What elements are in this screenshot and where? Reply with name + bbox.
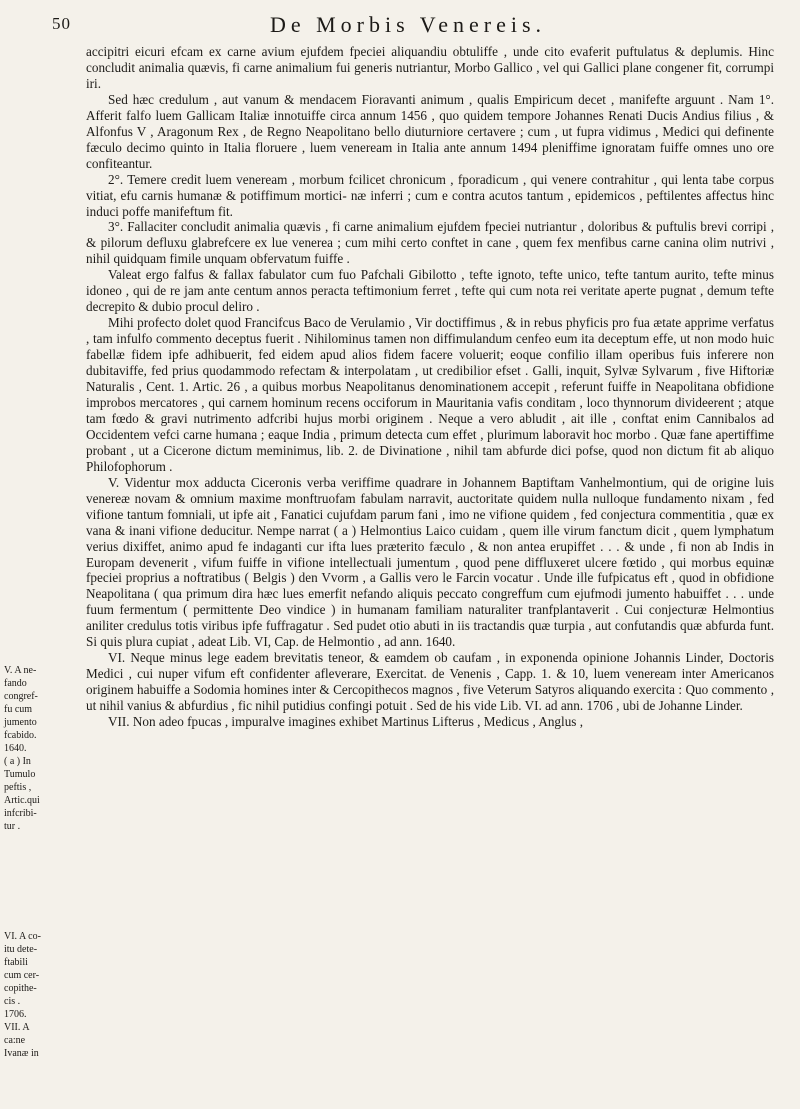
- page-number: 50: [52, 14, 71, 33]
- margin-line: infcribi-: [4, 808, 37, 819]
- margin-line: Artic.qui: [4, 795, 40, 806]
- margin-line: Tumulo: [4, 769, 36, 780]
- running-title-text: De Morbis Venereis.: [269, 12, 547, 37]
- paragraph: Mihi profecto dolet quod Francifcus Baco de Verulamio , Vir doctiffimus , & in rebus phyficis pro fua ætate apprime verfatus , tam infulfo commento deceptus fuerit . Nihilominus tamen non diffimulandum cenfeo eum ita deceptum effe, ut non modo huic fabellæ fidem ipfe adhibuerit, fed eidem apud alios fidem facere voluerit; eoque confilio illam operibus fuis inferere non dubitaviffe, fed prius quodammodo refectam & interpolatam , ut credibilior efset . Galli, inquit, Sylvæ Sylvarum , five Hiftoriæ Naturalis , Cent. 1. Artic. 26 , a quibus morbus Neapolitanus denominationem accepit , referunt fuiffe in Neapolitana obfidione improbos mercatores , qui carnem hominum recens occiforum in Mauritania vafis conditam , loco thynnorum divideerent ; atque tam fœdo & gravi nutrimento adfcribi hujus morbi originem . Neque a vero abludit , ait ille , conftat enim Cannibalos ad Occidentem vefci carne humana ; eaque India , primum detecta cum effet , plurimum laboravit hoc morbo . Quæ fane apertiffime probant , ut a Cicerone dictum meminimus, lib. 2. de Divinatione , nihil tam abfurde dici pofse, quod non dictum fit ab aliquo Philofophorum .: [86, 315, 774, 474]
- margin-line: ( a ) In: [4, 756, 31, 767]
- paragraph: 3°. Fallaciter concludit animalia quævis , fi carne animalium ejufdem fpeciei nutriantur , doloribus & puftulis brevi corripi , & pilorum defluxu glabrefcere ex lue venerea ; cum mihi certo conftet in cane , quem fex menfibus carne canina olim nutrivi , nihil quidquam fimile unquam obfervatum fuiffe .: [86, 219, 774, 267]
- margin-line: ftabili: [4, 957, 28, 968]
- margin-line: VI. A co-: [4, 931, 41, 942]
- paragraph: 2°. Temere credit luem veneream , morbum fcilicet chronicum , fporadicum , qui venere contrahitur , qui lenta tabe corpus vitiat, efu carnis humanæ & potiffimum mortici- næ inferri ; cum e contra acutos tantum , epidemicos , peftilentes affectus hinc induci poffe manifeftum fit.: [86, 171, 774, 219]
- margin-line: peftis ,: [4, 782, 32, 793]
- margin-line: jumento: [4, 717, 37, 728]
- running-title: [0, 12, 800, 38]
- margin-line: ca:ne: [4, 1035, 26, 1046]
- paragraph: accipitri eicuri efcam ex carne avium ejufdem fpeciei aliquandiu obtuliffe , unde cito evaferit puftulatus & deplumis. Hinc concludit animalia quævis, fi carne animalium fui generis nutriantur, Morbo Gallico , vel qui Gallici plane congener fit, corrumpi iri.: [86, 44, 774, 91]
- body-text: [86, 44, 774, 730]
- paragraph: V. Videntur mox adducta Ciceronis verba veriffime quadrare in Johannem Baptiftam Vanhelmontium, qui de origine luis venereæ novam & omnium maxime monftruofam fabulam narravit, auctoritate quidem nulla nulloque fundamento nixam , fed vifione tantum fomniali, ut ipfe ait , Fanatici cujufdam parum fani , imo ne vifione quidem , fed conjectura commentitia , quæ ex vana & inani vifione deducitur. Nempe narrat ( a ) Helmontius Laico cuidam , quem ille virum fanctum dicit , quem lymphatum verius dixiffet, animo apud fe indaganti cur ifta lues præterito fæculo , & non antea erupiffet . . . & unde , fi non ab Indis in Europam devenerit , vifum fuiffe in vifione intellectuali jumentum , quod pene diffluxeret ulcere fœtido , qui morbus equinæ fpeciei proprius a noftratibus ( Belgis ) den Vvorm , a Gallis vero le Farcin vocatur . Unde ille fufpicatus eft , quod in obfidione Neapolitana ( qua primum dira hæc lues emerfit nefando aliquis peccato congreffum cum ejufmodi jumento habuiffet . . . unde fuum fermentum ( permittente Deo vindice ) in humanam familiam naturaliter tranfplantaverit . Cui conjecturæ Helmontius aniliter credulus totis viribus ipfe fuffragatur . Sed pudet otio abuti in iis tractandis quæ turpia , aut confutandis quæ abfurda funt. Si quis plura cupiat , adeat Lib. VI, Cap. de Helmontio , ad ann. 1640.: [86, 474, 774, 650]
- margin-note-section-vi: [4, 930, 82, 1060]
- margin-line: copithe-: [4, 983, 37, 994]
- margin-line: VII. A: [4, 1022, 30, 1033]
- margin-line: Ivanæ in: [4, 1048, 39, 1059]
- margin-line: itu dete-: [4, 944, 38, 955]
- margin-note-section-v: [4, 664, 82, 833]
- paragraph: VII. Non adeo fpucas , impuralve imagines exhibet Martinus Lifterus , Medicus , Anglus ,: [108, 714, 584, 730]
- paragraph: VI. Neque minus lege eadem brevitatis teneor, & eamdem ob caufam , in exponenda opinione Johannis Linder, Doctoris Medici , cui nuper vifum eft confidenter afleverare, Exercitat. de Venenis , Capp. 1. & 10, luem veneream inter Americanos originem habuiffe a Sodomia homines inter & Cercopithecos magnos , five Veterum Satyros aliquando exercita : Quo commento , ut nihil vanius & abfurdius , fic nihil putidius confingi potuit . Sed de his vide Lib. VI. ad ann. 1706 , ubi de Johanne Linder.: [86, 650, 774, 714]
- paragraph: Valeat ergo falfus & fallax fabulator cum fuo Pafchali Gibilotto , tefte ignoto, tefte unico, tefte tantum aurito, tefte minus idoneo , qui de re jam ante centum annos peracta teftimonium ferret , tefte qui cum nota rei veritate aperte pugnat , demum tefte decrepito & dubio procul deliro .: [86, 267, 774, 315]
- margin-line: 1640.: [4, 743, 27, 754]
- margin-line: V. A ne-: [4, 665, 37, 676]
- margin-line: cis .: [4, 996, 21, 1007]
- margin-line: fando: [4, 678, 27, 689]
- margin-line: fu cum: [4, 704, 33, 715]
- margin-line: fcabido.: [4, 730, 37, 741]
- margin-line: tur .: [4, 821, 21, 832]
- margin-line: congref-: [4, 691, 38, 702]
- margin-line: cum cer-: [4, 970, 40, 981]
- margin-line: 1706.: [4, 1009, 27, 1020]
- paragraph: Sed hæc credulum , aut vanum & mendacem Fioravanti animum , qualis Empiricum decet , manifefte arguunt . Nam 1°. Afferit falfo luem Gallicam Italiæ innotuiffe circa annum 1456 , quo quidem tempore Johannes Renati Ducis Andius filius , & Alfonfus V , Aragonum Rex , de Regno Neapolitano bello diuturniore certavere ; cum , ut fupra vidimus , Medici qui definente fæculo decimo quinto in Italia floruere , luem veneream in Italia ante annum 1494 pleniffime ignoratam fuiffe omnes uno ore confiteantur.: [86, 91, 774, 171]
